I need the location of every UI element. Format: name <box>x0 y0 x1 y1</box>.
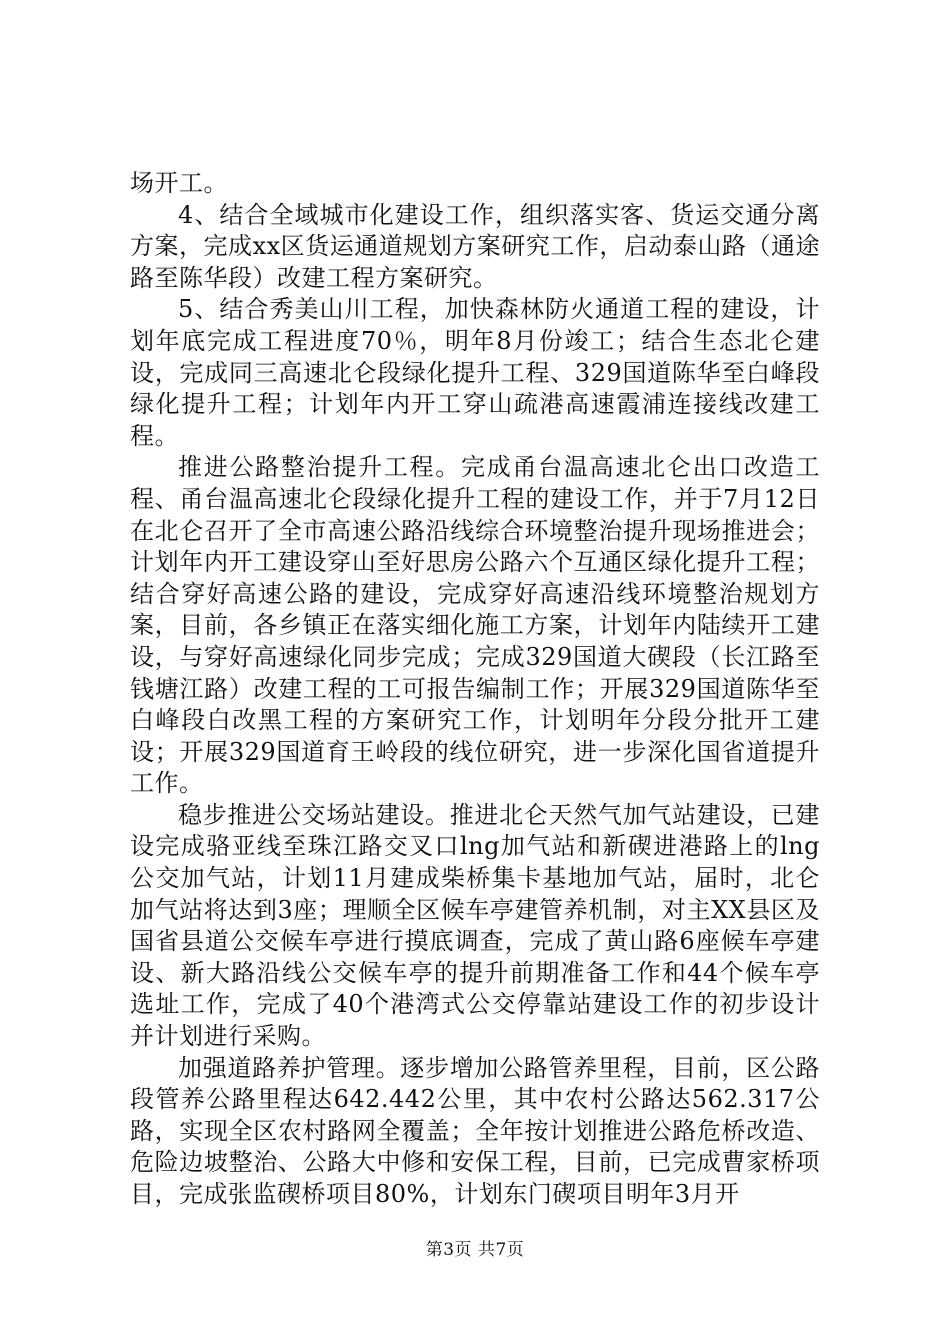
paragraph-item-5: 5、结合秀美山川工程，加快森林防火通道工程的建设，计划年底完成工程进度70％，明年8月份竣工；结合生态北仑建设，完成同三高速北仑段绿化提升工程、329国道陈华至白峰段绿化提升工程；计划年内开工穿山疏港高速霞浦连接线改建工程。 <box>130 295 820 450</box>
paragraph-road-improvement: 推进公路整治提升工程。完成甬台温高速北仑出口改造工程、甬台温高速北仑段绿化提升工程的建设工作，并于7月12日在北仑召开了全市高速公路沿线综合环境整治提升现场推进会；计划年内开工建设穿山至好思房公路六个互通区绿化提升工程；结合穿好高速公路的建设，完成穿好高速沿线环境整治规划方案，目前，各乡镇正在落实细化施工方案，计划年内陆续开工建设，与穿好高速绿化同步完成；完成329国道大碶段（长江路至钱塘江路）改建工程的工可报告编制工作；开展329国道陈华至白峰段白改黑工程的方案研究工作，计划明年分段分批开工建设；开展329国道育王岭段的线位研究，进一步深化国省道提升工作。 <box>130 453 820 798</box>
paragraph-bus-stations: 稳步推进公交场站建设。推进北仑天然气加气站建设，已建设完成骆亚线至珠江路交叉口lng加气站和新碶进港路上的lng公交加气站，计划11月建成柴桥集卡基地加气站，届时，北仑加气站将达到3座；理顺全区候车亭建管养机制，对主XX县区及国省县道公交候车亭进行摸底调查，完成了黄山路6座候车亭建设、新大路沿线公交候车亭的提升前期准备工作和44个候车亭选址工作，完成了40个港湾式公交停靠站建设工作的初步设计并计划进行采购。 <box>130 800 820 1051</box>
page-number: 第3页 共7页 <box>425 1240 525 1260</box>
page-footer <box>0 1240 950 1260</box>
paragraph-road-maintenance: 加强道路养护管理。逐步增加公路管养里程，目前，区公路段管养公路里程达642.442公里，其中农村公路达562.317公路，实现全区农村路网全覆盖；全年按计划推进公路危桥改造、危险边坡整治、公路大中修和安保工程，目前，已完成曹家桥项目，完成张监碶桥项目80%，计划东门碶项目明年3月开 <box>130 1053 820 1208</box>
paragraph-continuation: 场开工。 <box>130 169 228 197</box>
document-body <box>130 168 820 1211</box>
paragraph-item-4: 4、结合全域城市化建设工作，组织落实客、货运交通分离方案，完成xx区货运通道规划方案研究工作，启动泰山路（通途路至陈华段）改建工程方案研究。 <box>130 200 820 292</box>
